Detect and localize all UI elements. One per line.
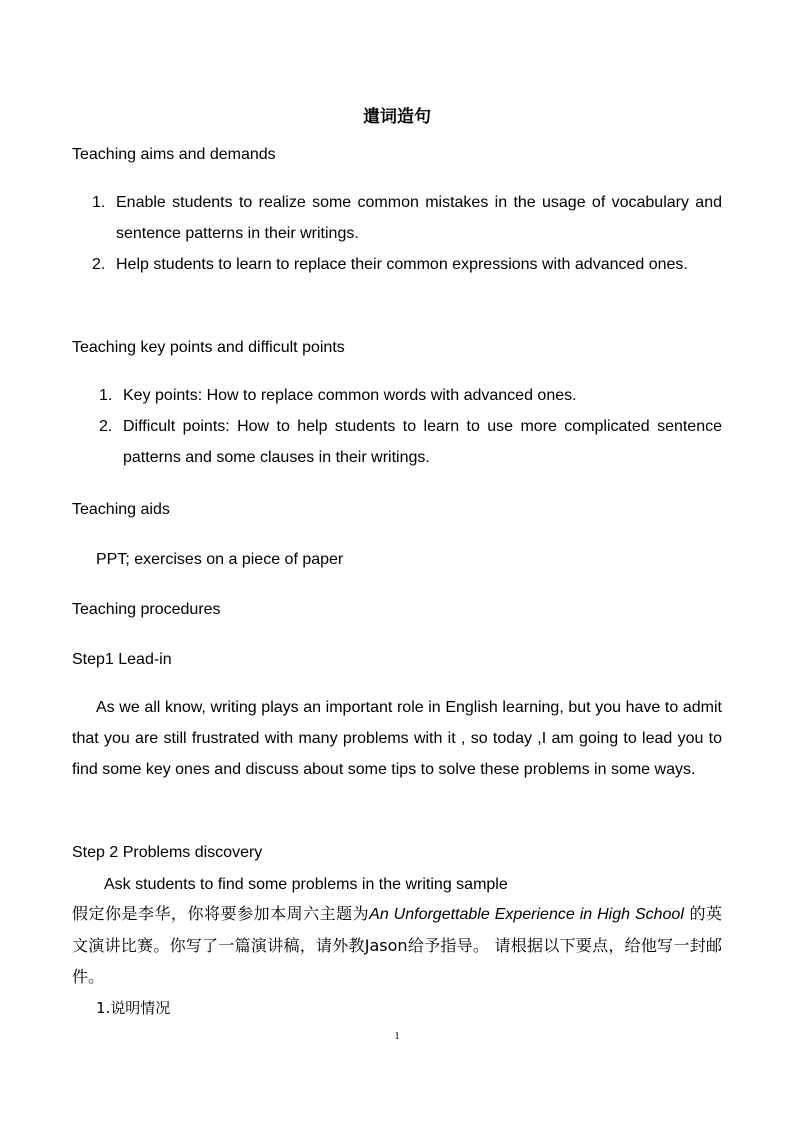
list-number: 1.: [92, 194, 106, 211]
list-number: 1.: [99, 387, 113, 404]
writing-sample-instruction: Ask students to find some problems in the writing sample: [104, 876, 508, 893]
difficult-point-item: [99, 411, 722, 473]
writing-prompt-before: 假定你是李华，你将要参加本周六主题为: [72, 904, 370, 923]
step-one-heading: Step1 Lead-in: [72, 651, 172, 668]
teaching-aim-item: [92, 187, 722, 249]
document-title: 遣词造句: [363, 107, 431, 127]
teaching-aim-item: [92, 249, 722, 280]
teaching-procedures-heading: Teaching procedures: [72, 601, 221, 618]
key-point-item: [99, 380, 722, 411]
list-number: 2.: [92, 256, 106, 273]
teaching-aids-text: PPT; exercises on a piece of paper: [96, 551, 344, 568]
teaching-aims-heading: Teaching aims and demands: [72, 146, 276, 163]
teaching-aids-heading: Teaching aids: [72, 501, 170, 518]
list-item-text: Help students to learn to replace their common expressions with advanced ones.: [116, 256, 688, 273]
speech-topic-title: An Unforgettable Experience in High School: [369, 906, 684, 923]
list-item-text: Difficult points: How to help students to learn to use more complicated sentence patterns and some clauses in their writings.: [123, 418, 722, 466]
list-item-text: Key points: How to replace common words with advanced ones.: [123, 387, 577, 404]
key-points-heading: Teaching key points and difficult points: [72, 339, 345, 356]
step-two-heading: Step 2 Problems discovery: [72, 844, 263, 861]
lead-in-text: As we all know, writing plays an important role in English learning, but you have to admit that you are still frustrated with many problems with it , so today ,I am going to lead you to find some key ones and discuss about some tips to solve these problems in some ways.: [72, 699, 722, 778]
page-number: 1: [394, 1030, 400, 1042]
list-item-text: Enable students to realize some common mistakes in the usage of vocabulary and sentence patterns in their writings.: [116, 194, 722, 242]
lead-in-paragraph: [72, 692, 722, 785]
writing-prompt: [72, 898, 722, 992]
list-number: 2.: [99, 418, 113, 435]
writing-prompt-after: 的英文演讲比赛。你写了一篇演讲稿，请外教Jason给予指导。 请根据以下要点，给他写一封邮件。: [72, 904, 722, 986]
prompt-point-item: 1.说明情况: [96, 999, 171, 1017]
